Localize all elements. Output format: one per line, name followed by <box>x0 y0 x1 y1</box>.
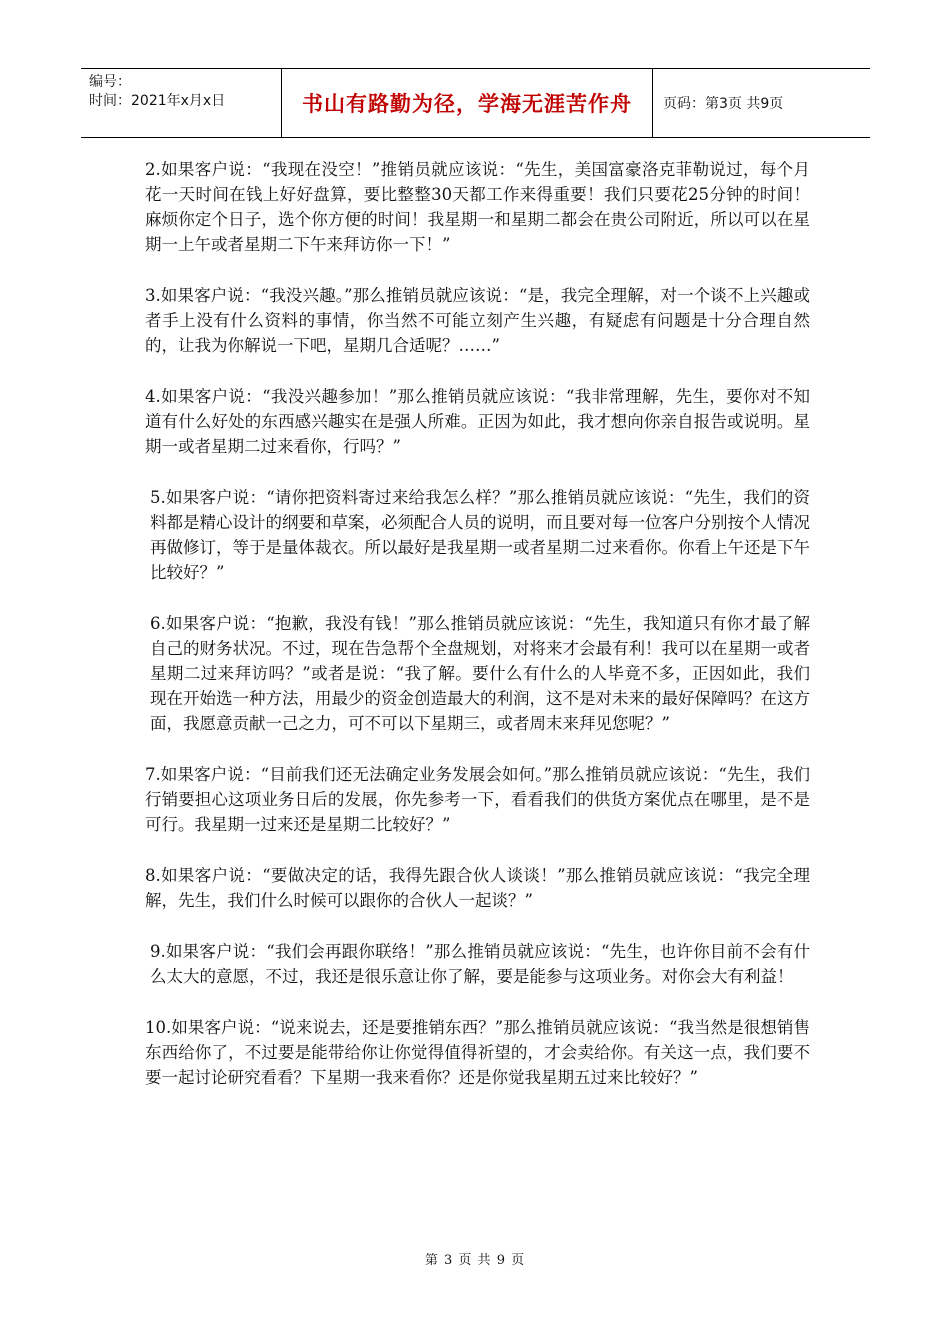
paragraph-3: 3.如果客户说：“我没兴趣。”那么推销员就应该说：“是，我完全理解，对一个谈不上兴趣或者手上没有什么资料的事情，你当然不可能立刻产生兴趣，有疑虑有问题是十分合理自然的，让我为你解说一下吧，星期几合适呢？……” <box>145 286 810 355</box>
page-header <box>81 68 870 138</box>
page-footer: 第 3 页 共 9 页 <box>424 1253 526 1268</box>
paragraph-7: 7.如果客户说：“目前我们还无法确定业务发展会如何。”那么推销员就应该说：“先生，我们行销要担心这项业务日后的发展，你先参考一下，看看我们的供货方案优点在哪里，是不是可行。我星期一过来还是星期二比较好？” <box>145 765 810 834</box>
header-meta <box>81 69 282 137</box>
header-motto: 书山有路勤为径，学海无涯苦作舟 <box>282 69 653 137</box>
paragraph-4: 4.如果客户说：“我没兴趣参加！”那么推销员就应该说：“我非常理解，先生，要你对不知道有什么好处的东西感兴趣实在是强人所难。正因为如此，我才想向你亲自报告或说明。星期一或者星期二过来看你，行吗？” <box>145 387 810 456</box>
paragraph-8: 8.如果客户说：“要做决定的话，我得先跟合伙人谈谈！”那么推销员就应该说：“我完全理解，先生，我们什么时候可以跟你的合伙人一起谈？” <box>145 866 810 910</box>
number-label: 编号： <box>89 74 131 90</box>
paragraph-2: 2.如果客户说：“我现在没空！”推销员就应该说：“先生，美国富豪洛克菲勒说过，每个月花一天时间在钱上好好盘算，要比整整30天都工作来得重要！我们只要花25分钟的时间！麻烦你定个日子，选个你方便的时间！我星期一和星期二都会在贵公司附近，所以可以在星期一上午或者星期二下午来拜访你一下！” <box>145 160 810 254</box>
paragraph-5: 5.如果客户说：“请你把资料寄过来给我怎么样？”那么推销员就应该说：“先生，我们的资料都是精心设计的纲要和草案，必须配合人员的说明，而且要对每一位客户分别按个人情况再做修订，等于是量体裁衣。所以最好是我星期一或者星期二过来看你。你看上午还是下午比较好？” <box>150 488 810 582</box>
paragraph-9: 9.如果客户说：“我们会再跟你联络！”那么推销员就应该说：“先生，也许你目前不会有什么太大的意愿，不过，我还是很乐意让你了解，要是能参与这项业务。对你会大有利益！ <box>150 942 810 986</box>
paragraph-10: 10.如果客户说：“说来说去，还是要推销东西？”那么推销员就应该说：“我当然是很想销售东西给你了，不过要是能带给你让你觉得值得祈望的，才会卖给你。有关这一点，我们要不要一起讨论研究看看？下星期一我来看你？还是你觉我星期五过来比较好？” <box>145 1018 810 1087</box>
document-body <box>145 157 810 1116</box>
date-label: 时间：2021年x月x日 <box>89 93 226 109</box>
header-page-info: 页码：第3页 共9页 <box>663 96 784 112</box>
paragraph-6: 6.如果客户说：“抱歉，我没有钱！”那么推销员就应该说：“先生，我知道只有你才最了解自己的财务状况。不过，现在告急帮个全盘规划，对将来才会最有利！我可以在星期一或者星期二过来拜访吗？”或者是说：“我了解。要什么有什么的人毕竟不多，正因如此，我们现在开始选一种方法，用最少的资金创造最大的利润，这不是对未来的最好保障吗？在这方面，我愿意贡献一己之力，可不可以下星期三，或者周末来拜见您呢？” <box>150 614 810 733</box>
